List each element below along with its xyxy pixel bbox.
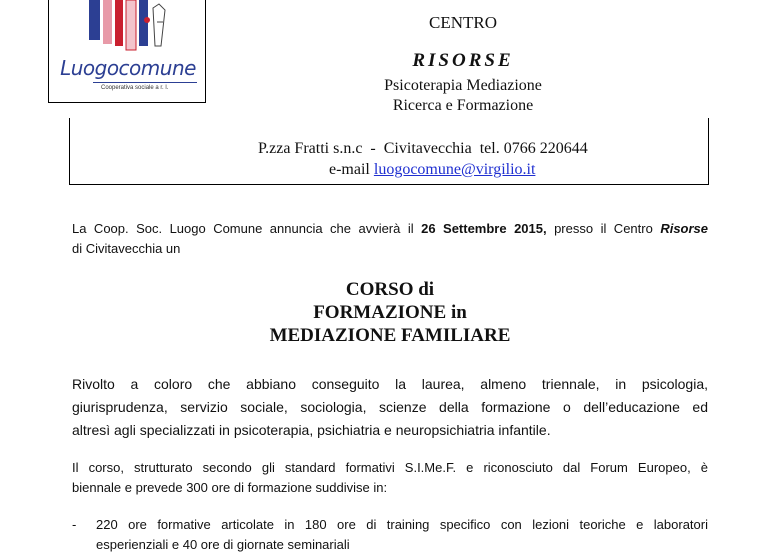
bullet-line-2: esperienziali e 40 ore di giornate seminariali xyxy=(96,537,350,552)
structure-line-1: Il corso, strutturato secondo gli standard formativi S.I.Me.F. e riconosciuto dal Forum Europeo, è xyxy=(72,460,708,475)
course-title-line-1: CORSO di xyxy=(345,279,435,300)
logo-figures-icon xyxy=(81,0,181,56)
intro-line-1 xyxy=(72,219,708,239)
course-title-line-3: MEDIAZIONE FAMILIARE xyxy=(269,325,511,346)
target-line-1: Rivolto a coloro che abbiano conseguito la laurea, almeno triennale, in psicologia, xyxy=(72,376,708,392)
email-link[interactable]: luogocomune@virgilio.it xyxy=(373,161,536,178)
bullet-dash: - xyxy=(72,517,77,532)
header-line-2: Ricerca e Formazione xyxy=(392,97,534,114)
header-risorse: RISORSE xyxy=(412,50,514,71)
bullet-item xyxy=(96,515,708,555)
target-line-3: altresì agli specializzati in psicoterapia, psichiatria e neuropsichiatria infantile. xyxy=(72,422,551,438)
header-line-1: Psicoterapia Mediazione xyxy=(384,77,542,94)
bullet-line-1: 220 ore formative articolate in 180 ore di training specifico con lezioni teoriche e laboratori xyxy=(96,517,708,532)
header-email-row xyxy=(329,160,535,180)
structure-line-2: biennale e prevede 300 ore di formazione suddivise in: xyxy=(72,480,388,495)
target-line-2: giurisprudenza, servizio sociale, sociologia, scienze della formazione o dell’educazione ed xyxy=(72,399,708,415)
structure-paragraph xyxy=(72,458,708,498)
intro-text-2: presso il Centro xyxy=(546,221,661,236)
header-address: P.zza Fratti s.n.c - Civitavecchia tel. 0766 220644 xyxy=(258,140,588,157)
logo xyxy=(48,0,206,103)
intro-line-2: di Civitavecchia un xyxy=(72,241,181,256)
intro-text-1: La Coop. Soc. Luogo Comune annuncia che avvierà il xyxy=(72,221,422,236)
logo-subtitle: Cooperativa sociale a r. l. xyxy=(101,85,169,91)
course-title xyxy=(0,278,780,347)
email-label: e-mail xyxy=(329,161,374,178)
intro-paragraph xyxy=(72,219,708,259)
target-paragraph xyxy=(72,373,708,442)
header-centro: CENTRO xyxy=(429,13,497,32)
logo-wordmark: Luogocomune xyxy=(60,56,196,80)
logo-divider xyxy=(93,82,197,83)
intro-date: 26 Settembre 2015, xyxy=(421,221,547,236)
course-title-line-2: FORMAZIONE in xyxy=(313,302,467,323)
intro-centro-name: Risorse xyxy=(660,221,709,236)
